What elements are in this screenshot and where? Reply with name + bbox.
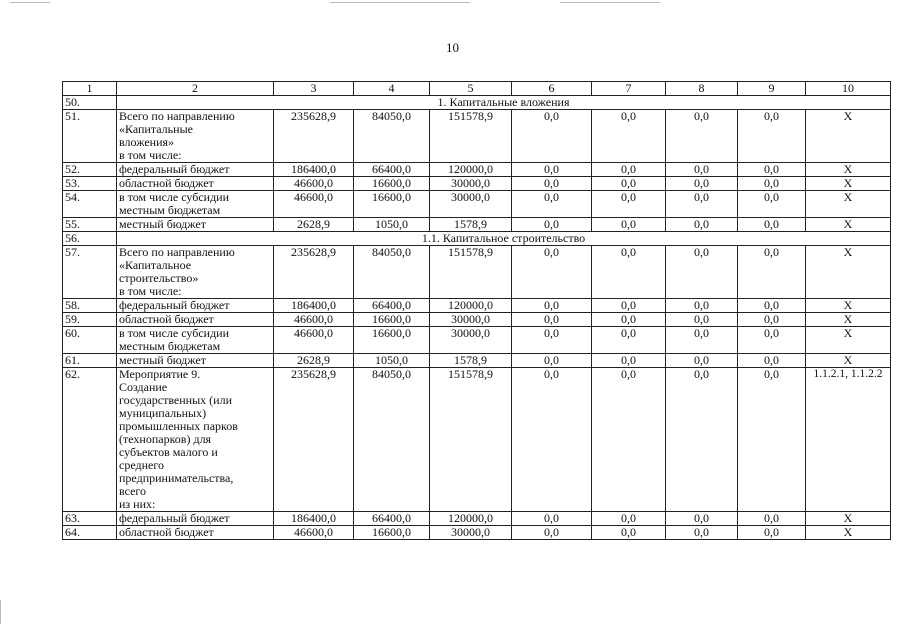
row-number: 53.	[63, 177, 117, 191]
value-cell-c7: 0,0	[592, 313, 666, 327]
value-cell-c3: 46600,0	[274, 177, 354, 191]
row-number: 50.	[63, 96, 117, 110]
value-cell-c6: 0,0	[512, 191, 592, 218]
row-name	[117, 177, 274, 191]
column-header: 4	[354, 82, 430, 96]
value-cell-c8: 0,0	[666, 368, 738, 512]
row-name-line: «Капитальное	[119, 258, 192, 272]
section-title: 1.1. Капитальное строительство	[117, 232, 891, 246]
value-cell-c5: 30000,0	[430, 526, 512, 540]
value-cell-c4: 1050,0	[354, 218, 430, 232]
target-reference-cell: X	[806, 163, 891, 177]
table-row	[63, 191, 891, 218]
value-cell-c5: 1578,9	[430, 354, 512, 368]
value-cell-c9: 0,0	[738, 163, 806, 177]
table-row	[63, 327, 891, 354]
row-name-line: среднего	[119, 458, 164, 472]
value-cell-c5: 30000,0	[430, 313, 512, 327]
row-name-line: областной бюджет	[119, 312, 214, 326]
value-cell-c9: 0,0	[738, 354, 806, 368]
target-reference-cell: X	[806, 299, 891, 313]
row-number: 64.	[63, 526, 117, 540]
value-cell-c3: 186400,0	[274, 512, 354, 526]
row-name	[117, 313, 274, 327]
value-cell-c9: 0,0	[738, 327, 806, 354]
row-name-line: субъектов малого и	[119, 445, 218, 459]
row-name-line: Мероприятие 9.	[119, 367, 201, 381]
value-cell-c9: 0,0	[738, 512, 806, 526]
row-name	[117, 163, 274, 177]
row-name-line: строительство»	[119, 271, 199, 285]
value-cell-c4: 1050,0	[354, 354, 430, 368]
section-row	[63, 232, 891, 246]
value-cell-c9: 0,0	[738, 177, 806, 191]
row-name-line: из них:	[119, 497, 156, 511]
value-cell-c7: 0,0	[592, 110, 666, 163]
value-cell-c8: 0,0	[666, 177, 738, 191]
value-cell-c4: 16600,0	[354, 526, 430, 540]
value-cell-c4: 66400,0	[354, 299, 430, 313]
row-name-line: всего	[119, 484, 147, 498]
top-rule-center	[330, 2, 470, 3]
row-name-line: областной бюджет	[119, 525, 214, 539]
row-name-line: в том числе:	[119, 148, 182, 162]
value-cell-c7: 0,0	[592, 191, 666, 218]
row-name	[117, 512, 274, 526]
row-name-line: местным бюджетам	[119, 339, 221, 353]
table-row	[63, 110, 891, 163]
value-cell-c4: 84050,0	[354, 110, 430, 163]
value-cell-c3: 46600,0	[274, 327, 354, 354]
row-number: 58.	[63, 299, 117, 313]
row-name	[117, 368, 274, 512]
section-title: 1. Капитальные вложения	[117, 96, 891, 110]
row-name-line: федеральный бюджет	[119, 511, 230, 525]
column-header: 3	[274, 82, 354, 96]
row-name-line: предпринимательства,	[119, 471, 234, 485]
value-cell-c4: 66400,0	[354, 163, 430, 177]
value-cell-c7: 0,0	[592, 354, 666, 368]
row-number: 62.	[63, 368, 117, 512]
table-row	[63, 526, 891, 540]
target-reference-cell: X	[806, 191, 891, 218]
value-cell-c3: 186400,0	[274, 163, 354, 177]
column-header: 7	[592, 82, 666, 96]
value-cell-c3: 235628,9	[274, 368, 354, 512]
row-number: 52.	[63, 163, 117, 177]
value-cell-c3: 2628,9	[274, 354, 354, 368]
row-name-line: Всего по направлению	[119, 245, 235, 259]
target-reference-cell: X	[806, 512, 891, 526]
value-cell-c6: 0,0	[512, 218, 592, 232]
value-cell-c6: 0,0	[512, 368, 592, 512]
target-reference-cell: X	[806, 177, 891, 191]
value-cell-c6: 0,0	[512, 354, 592, 368]
table-row	[63, 218, 891, 232]
value-cell-c7: 0,0	[592, 246, 666, 299]
value-cell-c9: 0,0	[738, 191, 806, 218]
value-cell-c5: 120000,0	[430, 299, 512, 313]
value-cell-c6: 0,0	[512, 299, 592, 313]
section-row	[63, 96, 891, 110]
value-cell-c3: 46600,0	[274, 526, 354, 540]
column-header: 9	[738, 82, 806, 96]
row-name	[117, 218, 274, 232]
row-name	[117, 191, 274, 218]
value-cell-c3: 235628,9	[274, 246, 354, 299]
table-row	[63, 246, 891, 299]
table-row	[63, 299, 891, 313]
target-reference-cell: X	[806, 327, 891, 354]
value-cell-c3: 2628,9	[274, 218, 354, 232]
value-cell-c6: 0,0	[512, 526, 592, 540]
value-cell-c4: 84050,0	[354, 246, 430, 299]
value-cell-c3: 235628,9	[274, 110, 354, 163]
row-name-line: муниципальных)	[119, 406, 207, 420]
row-number: 63.	[63, 512, 117, 526]
value-cell-c7: 0,0	[592, 327, 666, 354]
column-header: 5	[430, 82, 512, 96]
value-cell-c7: 0,0	[592, 299, 666, 313]
value-cell-c9: 0,0	[738, 110, 806, 163]
value-cell-c8: 0,0	[666, 313, 738, 327]
column-header: 2	[117, 82, 274, 96]
value-cell-c5: 1578,9	[430, 218, 512, 232]
row-name-line: «Капитальные	[119, 122, 193, 136]
page-edge-mark	[0, 600, 3, 624]
value-cell-c7: 0,0	[592, 177, 666, 191]
row-name-line: Всего по направлению	[119, 109, 235, 123]
row-name-line: в том числе субсидии	[119, 190, 230, 204]
target-reference-cell: X	[806, 110, 891, 163]
table-body	[63, 96, 891, 540]
column-header: 1	[63, 82, 117, 96]
value-cell-c5: 30000,0	[430, 177, 512, 191]
value-cell-c6: 0,0	[512, 313, 592, 327]
value-cell-c5: 30000,0	[430, 191, 512, 218]
column-header: 8	[666, 82, 738, 96]
value-cell-c9: 0,0	[738, 368, 806, 512]
budget-table	[62, 81, 891, 540]
value-cell-c9: 0,0	[738, 299, 806, 313]
row-number: 61.	[63, 354, 117, 368]
table-row	[63, 313, 891, 327]
table-row	[63, 512, 891, 526]
value-cell-c7: 0,0	[592, 526, 666, 540]
table-row	[63, 368, 891, 512]
value-cell-c6: 0,0	[512, 246, 592, 299]
row-name-line: местный бюджет	[119, 217, 206, 231]
row-name-line: в том числе:	[119, 284, 182, 298]
row-name-line: федеральный бюджет	[119, 298, 230, 312]
value-cell-c6: 0,0	[512, 110, 592, 163]
row-number: 54.	[63, 191, 117, 218]
column-number-row	[63, 82, 891, 96]
value-cell-c8: 0,0	[666, 327, 738, 354]
page-number: 10	[446, 40, 459, 55]
row-number: 55.	[63, 218, 117, 232]
value-cell-c3: 46600,0	[274, 191, 354, 218]
value-cell-c8: 0,0	[666, 163, 738, 177]
value-cell-c8: 0,0	[666, 218, 738, 232]
row-name-line: в том числе субсидии	[119, 326, 230, 340]
value-cell-c4: 16600,0	[354, 313, 430, 327]
value-cell-c5: 120000,0	[430, 512, 512, 526]
value-cell-c8: 0,0	[666, 246, 738, 299]
value-cell-c6: 0,0	[512, 512, 592, 526]
row-name	[117, 354, 274, 368]
target-reference-cell: X	[806, 354, 891, 368]
value-cell-c7: 0,0	[592, 218, 666, 232]
top-rule-right	[560, 2, 660, 3]
value-cell-c8: 0,0	[666, 512, 738, 526]
value-cell-c9: 0,0	[738, 218, 806, 232]
value-cell-c7: 0,0	[592, 512, 666, 526]
row-number: 51.	[63, 110, 117, 163]
row-number: 60.	[63, 327, 117, 354]
row-name-line: промышленных парков	[119, 419, 238, 433]
column-header: 10	[806, 82, 891, 96]
row-number: 59.	[63, 313, 117, 327]
target-reference-cell: X	[806, 313, 891, 327]
row-name	[117, 246, 274, 299]
row-name	[117, 299, 274, 313]
row-name-line: государственных (или	[119, 393, 232, 407]
target-reference-cell: X	[806, 246, 891, 299]
value-cell-c6: 0,0	[512, 163, 592, 177]
value-cell-c4: 84050,0	[354, 368, 430, 512]
value-cell-c5: 151578,9	[430, 246, 512, 299]
value-cell-c9: 0,0	[738, 313, 806, 327]
table-row	[63, 354, 891, 368]
value-cell-c9: 0,0	[738, 246, 806, 299]
value-cell-c6: 0,0	[512, 327, 592, 354]
value-cell-c4: 16600,0	[354, 177, 430, 191]
row-name-line: областной бюджет	[119, 176, 214, 190]
value-cell-c5: 30000,0	[430, 327, 512, 354]
value-cell-c3: 46600,0	[274, 313, 354, 327]
value-cell-c8: 0,0	[666, 354, 738, 368]
row-number: 57.	[63, 246, 117, 299]
column-header: 6	[512, 82, 592, 96]
value-cell-c5: 120000,0	[430, 163, 512, 177]
row-number: 56.	[63, 232, 117, 246]
row-name	[117, 327, 274, 354]
target-reference-cell: 1.1.2.1, 1.1.2.2	[806, 368, 891, 512]
row-name-line: местный бюджет	[119, 353, 206, 367]
row-name-line: федеральный бюджет	[119, 162, 230, 176]
target-reference-cell: X	[806, 218, 891, 232]
value-cell-c3: 186400,0	[274, 299, 354, 313]
value-cell-c5: 151578,9	[430, 368, 512, 512]
value-cell-c6: 0,0	[512, 177, 592, 191]
value-cell-c7: 0,0	[592, 163, 666, 177]
row-name-line: вложения»	[119, 135, 175, 149]
value-cell-c5: 151578,9	[430, 110, 512, 163]
value-cell-c8: 0,0	[666, 299, 738, 313]
row-name-line: Создание	[119, 380, 168, 394]
target-reference-cell: X	[806, 526, 891, 540]
value-cell-c4: 66400,0	[354, 512, 430, 526]
row-name-line: местным бюджетам	[119, 203, 221, 217]
value-cell-c4: 16600,0	[354, 191, 430, 218]
row-name	[117, 526, 274, 540]
value-cell-c7: 0,0	[592, 368, 666, 512]
top-rule-left	[10, 2, 50, 3]
value-cell-c8: 0,0	[666, 526, 738, 540]
value-cell-c9: 0,0	[738, 526, 806, 540]
value-cell-c8: 0,0	[666, 191, 738, 218]
value-cell-c8: 0,0	[666, 110, 738, 163]
row-name	[117, 110, 274, 163]
value-cell-c4: 16600,0	[354, 327, 430, 354]
table-row	[63, 177, 891, 191]
row-name-line: (технопарков) для	[119, 432, 212, 446]
table-row	[63, 163, 891, 177]
